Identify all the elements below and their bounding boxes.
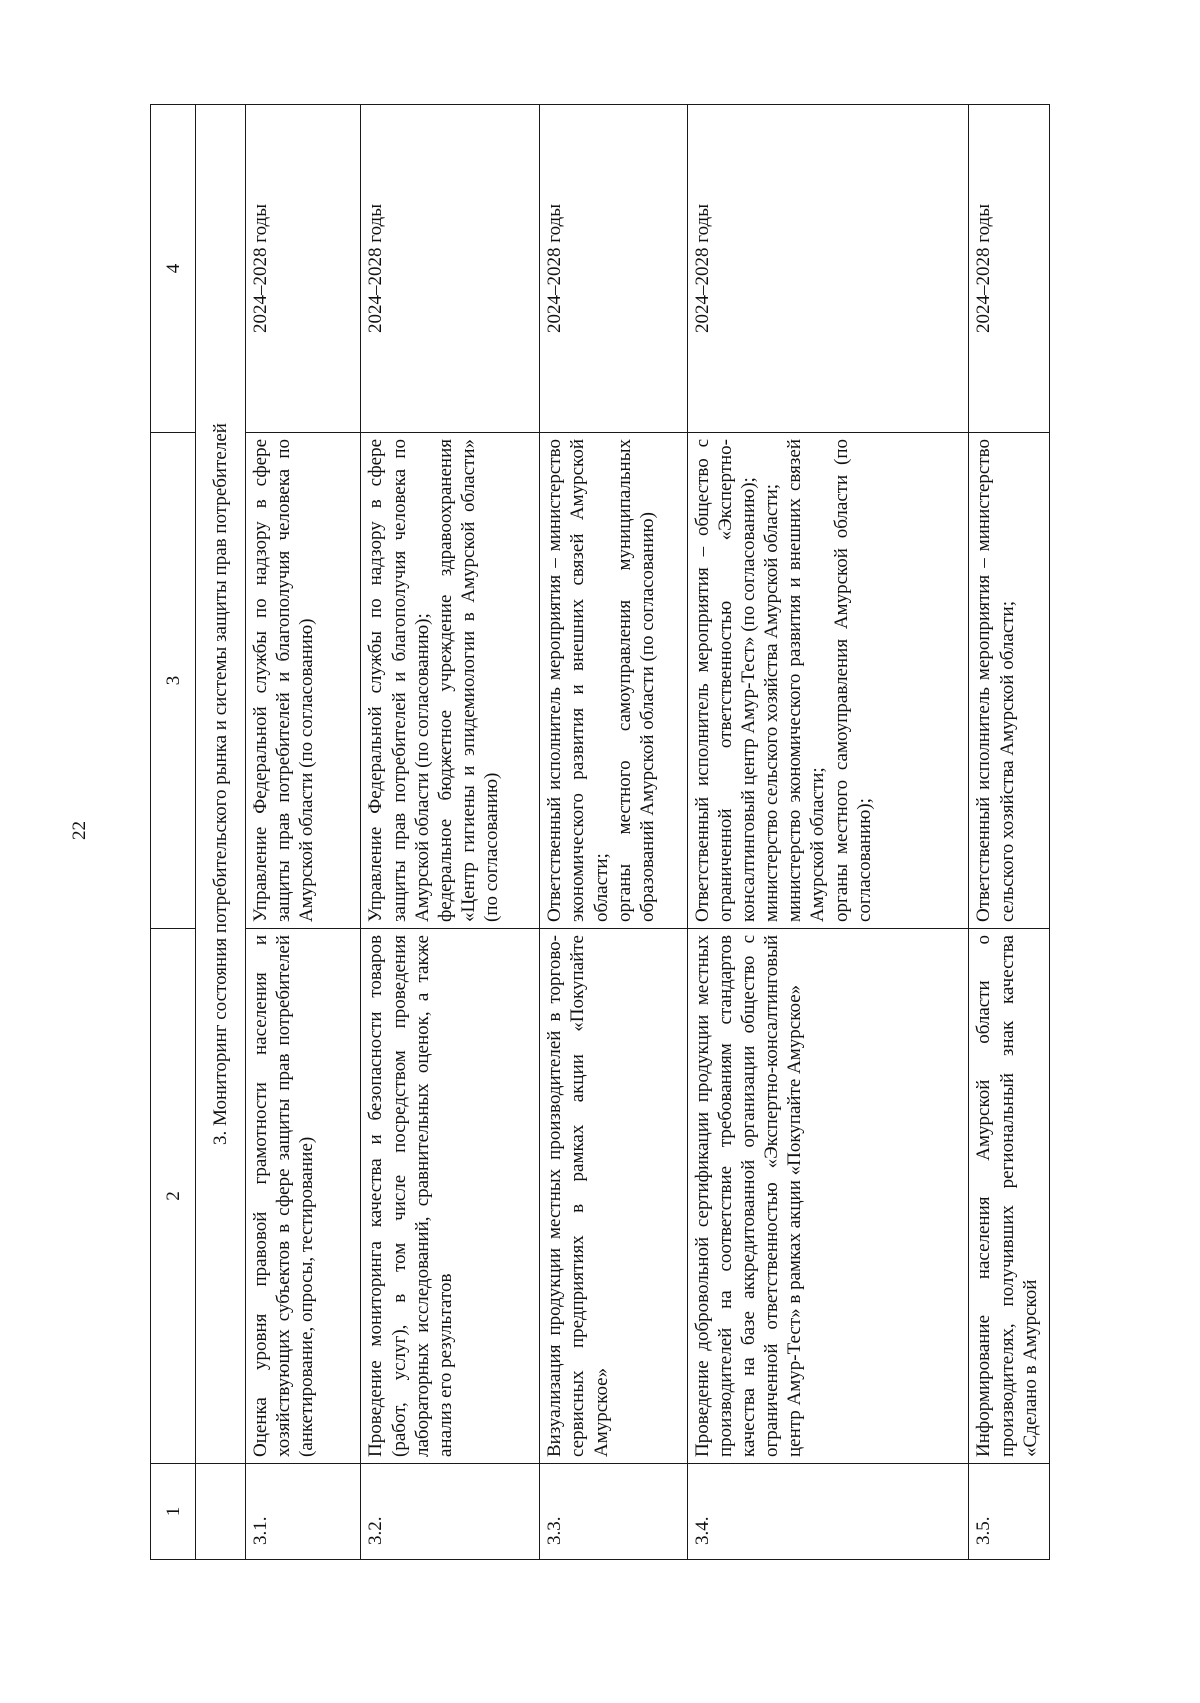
table-row bbox=[245, 105, 361, 1560]
row-period: 2024–2028 годы bbox=[540, 105, 687, 433]
row-number: 3.2. bbox=[361, 1464, 540, 1560]
executor-line: Ответственный исполнитель мероприятия – министерство сельского хозяйства Амурской области; bbox=[973, 439, 1018, 922]
executor-line: Ответственный исполнитель мероприятия – общество с ограниченной ответственностью «Экспертно-консалтинговый центр Амур-Тест» (по согласованию); bbox=[691, 439, 759, 922]
row-activity: Информирование населения Амурской области о производителях, получивших региональный знак качества «Сделано в Амурской bbox=[969, 929, 1050, 1464]
executor-line: Управление Федеральной службы по надзору в сфере защиты прав потребителей и благополучия человека по Амурской области (по согласованию) bbox=[249, 439, 318, 922]
table-container bbox=[150, 105, 1050, 1560]
page-number: 22 bbox=[69, 821, 90, 840]
header-cell-4: 4 bbox=[151, 105, 196, 433]
row-number: 3.3. bbox=[540, 1464, 687, 1560]
executor-line: Управление Федеральной службы по надзору в сфере защиты прав потребителей и благополучия человека по Амурской области (по согласованию); bbox=[365, 439, 433, 922]
section-spacer bbox=[196, 1464, 245, 1560]
executor-line: органы местного самоуправления Амурской области (по согласованию); bbox=[830, 439, 875, 922]
row-activity: Проведение мониторинга качества и безопасности товаров (работ, услуг), в том числе посредством проведения лабораторных исследований, сравнительных оценок, а также анализ его результатов bbox=[361, 929, 540, 1464]
row-executors bbox=[245, 433, 361, 929]
table-row bbox=[540, 105, 687, 1560]
executor-line: министерство экономического развития и внешних связей Амурской области; bbox=[784, 439, 829, 922]
row-executors bbox=[540, 433, 687, 929]
executor-line: Ответственный исполнитель мероприятия – министерство экономического развития и внешних связей Амурской области; bbox=[544, 439, 612, 922]
row-executors bbox=[687, 433, 969, 929]
row-number: 3.5. bbox=[969, 1464, 1050, 1560]
row-activity: Проведение добровольной сертификации продукции местных производителей на соответствие требованиям стандартов качества на базе аккредитованной организации общество с ограниченной ответственностью «Экспертно-консалтинговый центр Амур-Тест» в рамках акции «Покупайте Амурское» bbox=[687, 929, 969, 1464]
row-period: 2024–2028 годы bbox=[687, 105, 969, 433]
header-cell-3: 3 bbox=[151, 433, 196, 929]
header-row bbox=[151, 105, 196, 1560]
executor-line: министерство сельского хозяйства Амурской области; bbox=[761, 483, 783, 922]
table-row bbox=[687, 105, 969, 1560]
row-number: 3.4. bbox=[687, 1464, 969, 1560]
section-row bbox=[196, 105, 245, 1560]
executor-line: федеральное бюджетное учреждение здравоохранения «Центр гигиены и эпидемиологии в Амурской области» (по согласованию) bbox=[434, 439, 503, 922]
row-executors bbox=[361, 433, 540, 929]
row-period: 2024–2028 годы bbox=[245, 105, 361, 433]
section-title: 3. Мониторинг состояния потребительского рынка и системы защиты прав потребителей bbox=[196, 105, 245, 1464]
row-period: 2024–2028 годы bbox=[361, 105, 540, 433]
row-activity: Оценка уровня правовой грамотности населения и хозяйствующих субъектов в сфере защиты прав потребителей (анкетирование, опросы, тестирование) bbox=[245, 929, 361, 1464]
row-period: 2024–2028 годы bbox=[969, 105, 1050, 433]
row-executors bbox=[969, 433, 1050, 929]
table-row bbox=[969, 105, 1050, 1560]
header-cell-2: 2 bbox=[151, 929, 196, 1464]
header-cell-1: 1 bbox=[151, 1464, 196, 1560]
executor-line: органы местного самоуправления муниципальных образований Амурской области (по согласованию) bbox=[613, 439, 658, 922]
row-number: 3.1. bbox=[245, 1464, 361, 1560]
measures-table bbox=[150, 104, 1050, 1560]
table-row bbox=[361, 105, 540, 1560]
row-activity: Визуализация продукции местных производителей в торгово-сервисных предприятиях в рамках акции «Покупайте Амурское» bbox=[540, 929, 687, 1464]
